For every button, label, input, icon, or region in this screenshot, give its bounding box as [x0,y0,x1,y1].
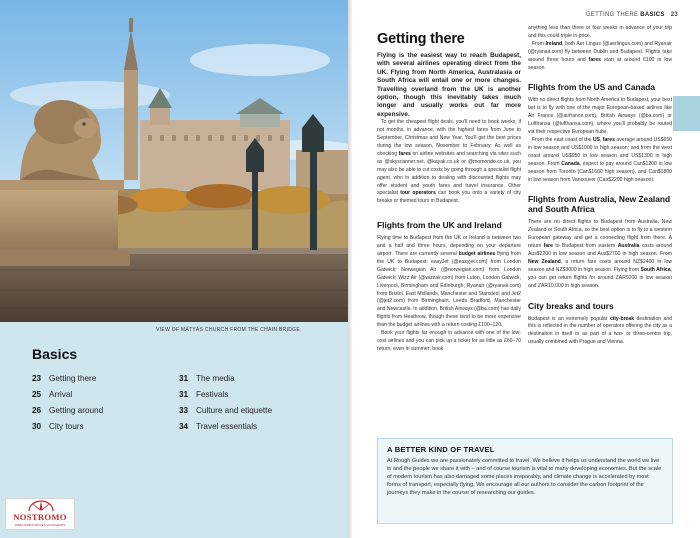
toc-entry[interactable] [32,402,172,418]
toc-page-number: 30 [32,421,42,431]
toc-entry[interactable] [179,370,319,386]
callout-title: A BETTER KIND OF TRAVEL [387,445,495,454]
left-page [0,0,348,538]
text-column-2 [528,25,672,347]
city-breaks-paragraph: Budapest is an extremely popular city-break destination and this is reflected in the number of operators offering the city as a destination in itself or as part of a two- or three-centre trip, usually combined with Prague and Vienna. [528,315,673,346]
nostromo-logo [5,498,75,530]
city-breaks-heading: City breaks and tours [528,300,614,311]
australia-paragraph: There are no direct flights to Budapest from Australia, New Zealand or South Africa, so the best option is to fly to a western European gateway and get a connecting flight from there. A return fare to Budapest from eastern Australia costs around Aus$2200 in low season and Aus$2700 in high season. From New Zealand, a return fare costs around NZ$2400 in low season and NZ$3000 in high season. Flying from South Africa, you can get return flights for around ZAR9200 in low season and ZAR10,000 in high season. [528,219,672,289]
ireland-paragraph: From Ireland, both Aer Lingus (@aerlingus.com) and Ryanair (@ryanair.com) fly between Dublin and Budapest. Flights take around three hours and fares start at around €100 in low season. [528,40,673,71]
running-head-section: GETTING THERE [585,12,639,18]
page-number: 23 [670,12,678,18]
toc-page-number: 33 [179,405,189,415]
toc-entry[interactable] [32,418,172,434]
us-fares-paragraph: From the east coast of the US, fares average around US$650 in low season and US$1000 in high season; and from the west coast around US$950 in low season and US$1300 in high season. From Canada, expect to pay around Can$1200 in low season from Toronto (Can$1600 high season), and Can$1800 in low season from Vancouver (Can$2200 high season). [528,136,673,183]
uk-booking-paragraph: Book your flights far enough in advance with one of the low-cost airlines and you can pick up a ticket for as little as £60–70 return, even in summer; book [377,330,521,352]
toc-entry[interactable] [179,418,319,434]
logo-subtitle: WEB COMPTOIR DES VOYAGEURS [14,523,66,527]
callout-body: At Rough Guides we are passionately committed to travel. We believe it helps us understand the world we live in and the people we share it with – and of course tourism is vital to many developing economies. But the scale of modern tourism has also damaged some places irreparably, and climate change is accelerated by most forms of transport, especially flying. We encourage all our authors to consider the carbon footprint of the journeys they make in the course of researching our guides. [387,458,662,497]
australia-heading: Flights from Australia, New Zealand and South Africa [528,194,671,215]
page-title: Getting there [377,31,465,47]
chain-bridge-photo [0,0,348,322]
right-page [352,0,700,538]
running-head [586,12,678,18]
intro-paragraph: To get the cheapest flight deals, you'll need to book weeks, if not months, in advance, with the highest fares from June to September, Christmas and New Year. You'll get the best prices during the low season, November to February. As well as checking fares on airline websites and searching via sites such as @skyscanner.net, @kayak.co.uk or @momondo.co.uk, you may also be able to cut costs by going through a specialist flight agent, who in addition to dealing with discounted flights may offer student and youth fares and travel insurance. Other specialist tour operators can book you onto a variety of city breaks or themed tours in Budapest. [377,119,521,205]
text-column-1 [377,28,521,354]
lead-paragraph: Flying is the easiest way to reach Budapest, with several airlines operating direct from the UK. Flying from North America, Australasia or South Africa will entail one or more changes. Travelling overland from the UK is another option, though this inevitably takes much longer and usually works out far more expensive. [377,52,521,118]
toc-page-number: 31 [179,389,189,399]
toc-label: The media [196,373,235,383]
better-travel-callout [377,438,673,524]
toc-label: Travel essentials [196,421,258,431]
toc-entry[interactable] [179,386,319,402]
photo-caption: VIEW OF MÁTYÁS CHURCH FROM THE CHAIN BRIDGE [156,327,300,333]
booking-continued-paragraph: anything less than three or four weeks in advance of your trip and this could triple in price. [528,25,672,39]
toc-page-number: 26 [32,405,42,415]
toc-page-number: 25 [32,389,42,399]
toc-entry[interactable] [32,370,172,386]
toc-column-2 [179,370,319,434]
uk-flights-paragraph: Flying time to Budapest from the UK or Ireland is between two and a half and three hours, depending on your departure airport. There are currently several budget airlines flying from the UK to Budapest: easyJet (@easyjet.com) from London Gatwick; Norwegian Air (@norwegian.com) from London Gatwick; Wizz Air (@wizzair.com) from Luton, London Gatwick, Liverpool, Birmingham and Edinburgh; Ryanair (@ryanair.com) from Bristol, East Midlands, Manchester and Stansted; and Jet2 (@jet2.com) from Birmingham, Leeds Bradford, Manchester and Newcastle. In addition, British Airways (@ba.com) has daily flights from Heathrow, though these tend to be more expensive than the budget airlines with a return costing £100–120. [377,235,521,329]
photo-illustration [0,0,348,322]
section-tab [673,96,700,131]
uk-flights-heading: Flights from the UK and Ireland [377,220,502,231]
toc-label: City tours [49,421,84,431]
toc-page-number: 31 [179,373,189,383]
us-canada-heading: Flights from the US and Canada [528,82,656,93]
toc-label: Culture and etiquette [196,405,273,415]
toc-label: Getting around [49,405,104,415]
logo-name: NOSTROMO [13,512,67,522]
toc-entry[interactable] [32,386,172,402]
running-head-chapter: BASICS [640,12,665,18]
toc-page-number: 34 [179,421,189,431]
us-canada-paragraph: With no direct flights from North America to Budapest, your best bet is to fly with one of the major European-based airlines like Air France (@airfrance.com), British Airways (@ba.com) or Lufthansa (@lufthansa.com), where you'll probably be routed via their respective European hubs. [528,97,672,136]
toc-entry[interactable] [179,402,319,418]
toc-page-number: 23 [32,373,42,383]
compass-rose-icon [28,500,54,512]
toc-label: Getting there [49,373,97,383]
toc-column-1 [32,370,172,434]
basics-heading: Basics [32,346,78,362]
toc-label: Arrival [49,389,73,399]
toc-label: Festivals [196,389,229,399]
